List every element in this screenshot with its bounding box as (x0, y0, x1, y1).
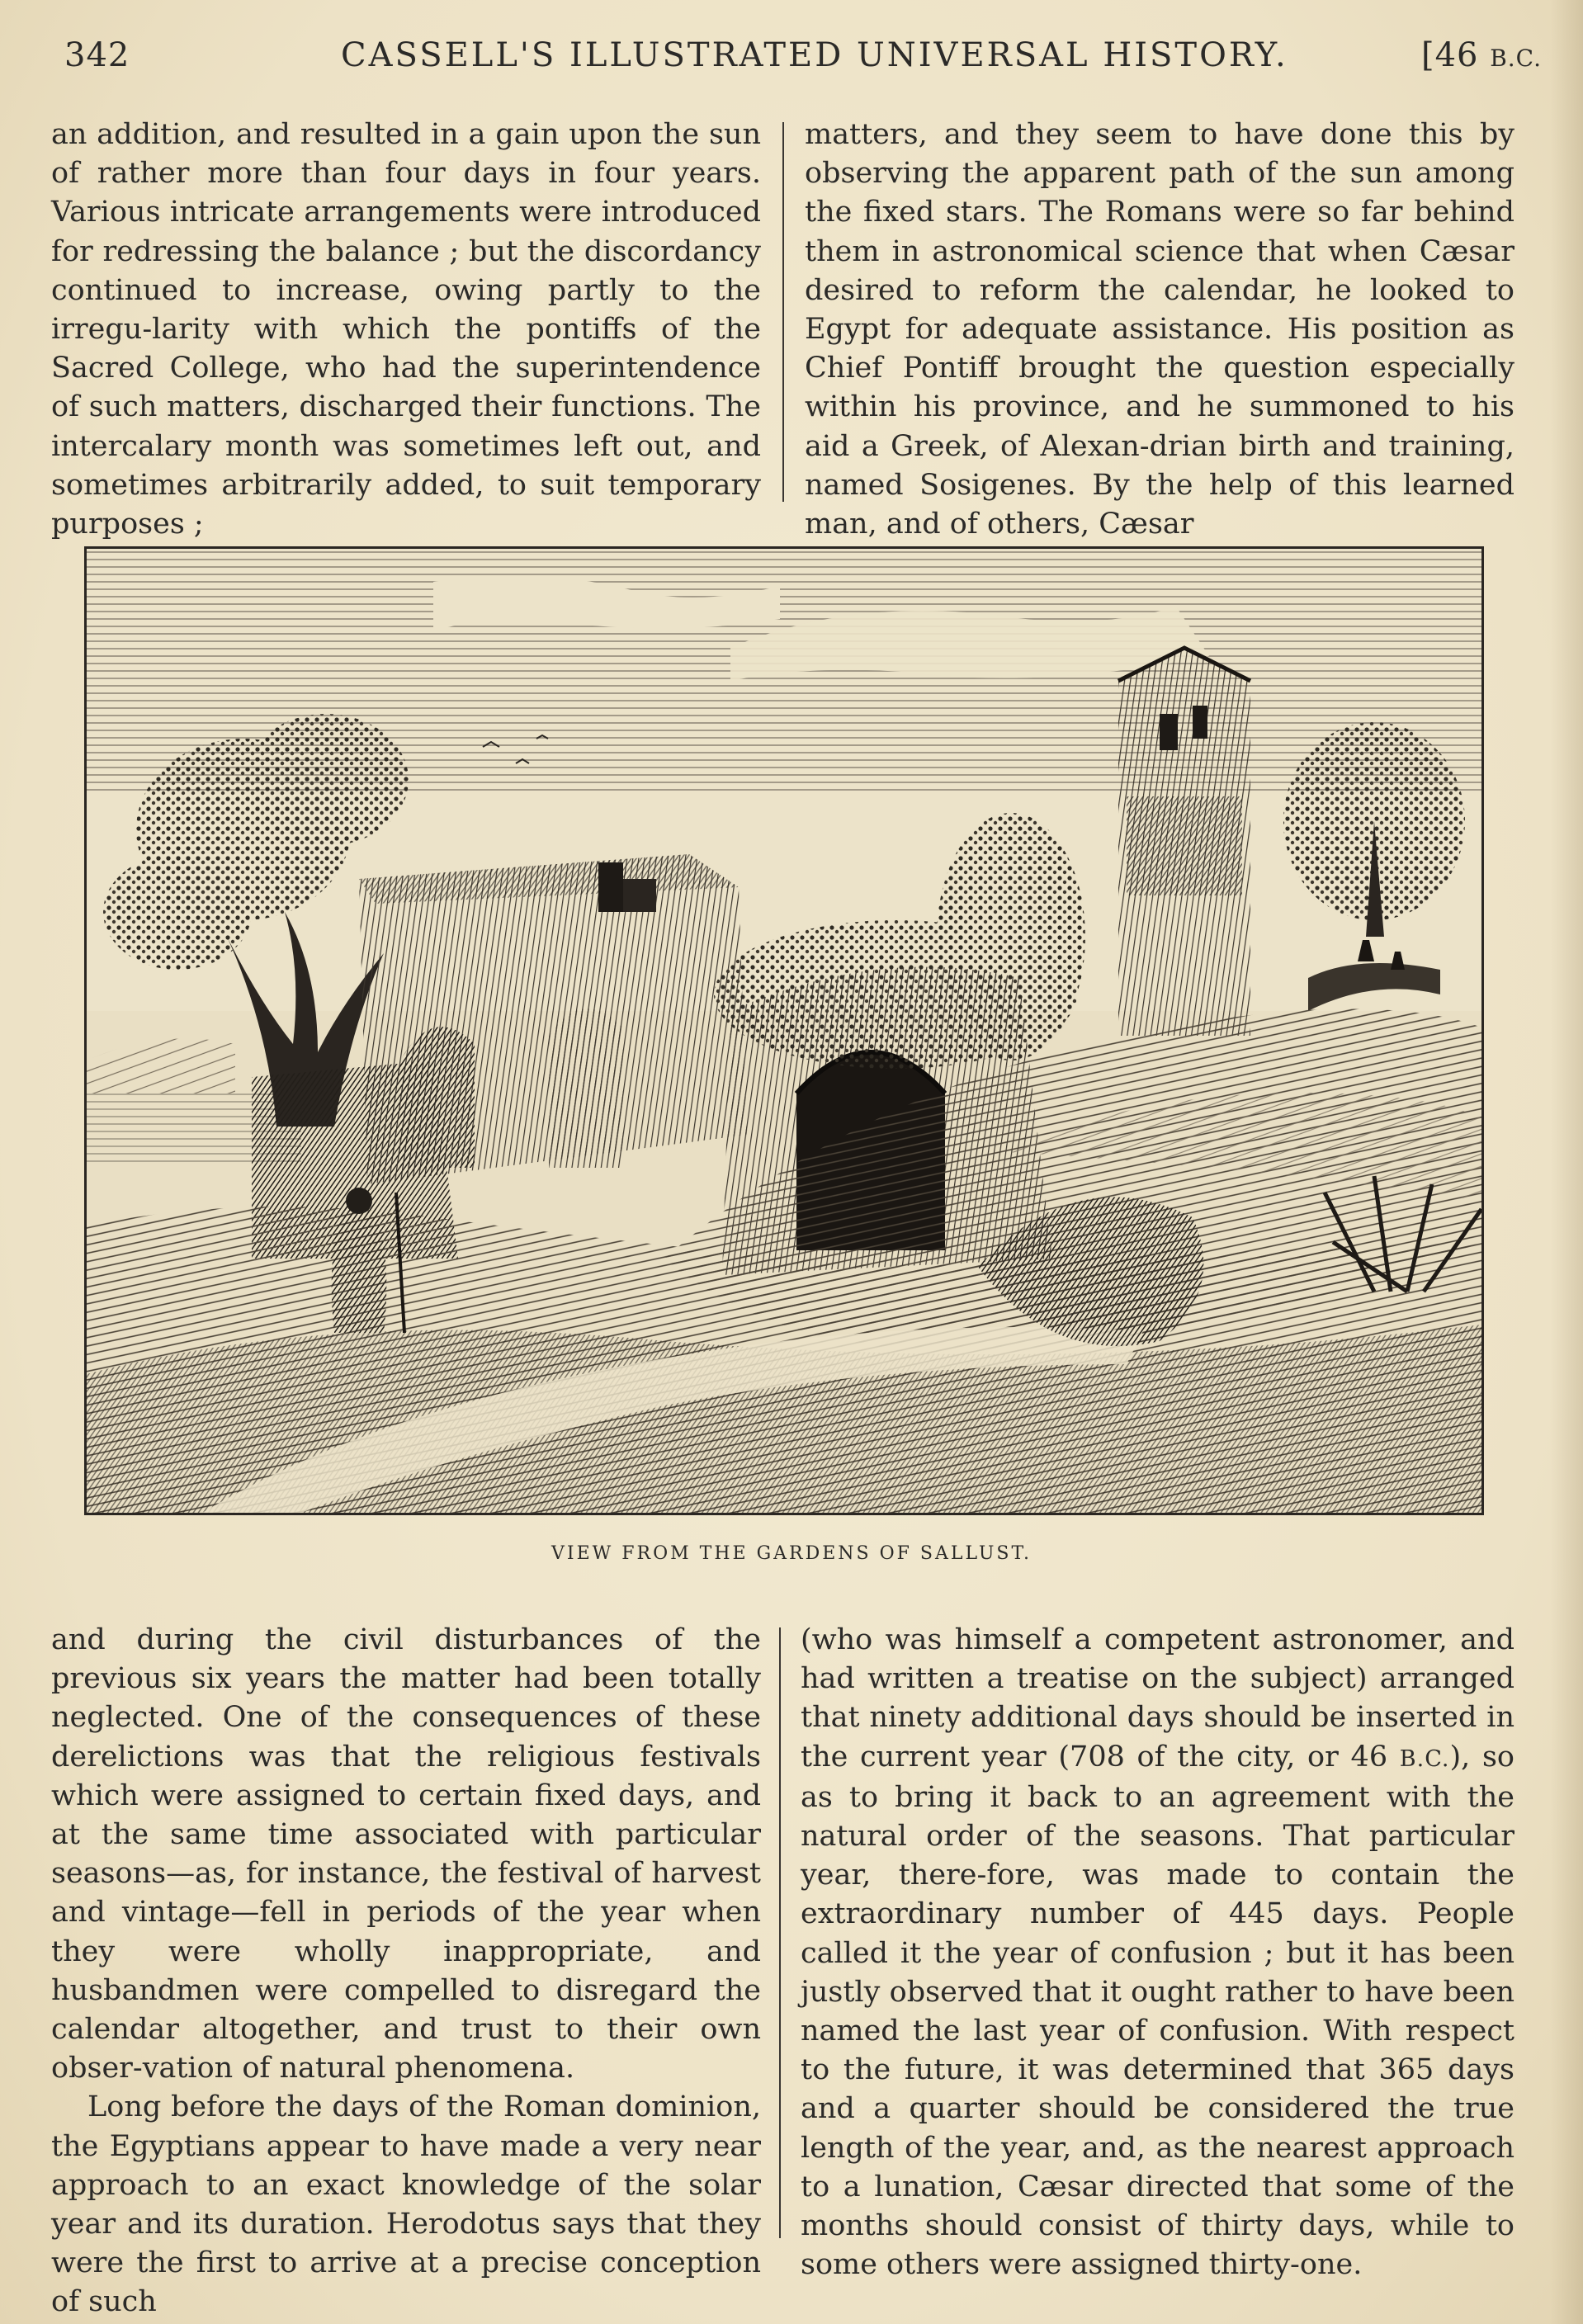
paragraph: an addition, and resulted in a gain upon the sun of rather more than four days in four years. Various intricate arrangements were introduced for redressing the balance ; but the discordancy continued to increase, owing partly to the irregu-larity with which the pontiffs of the Sacred College, who had the superintendence of such matters, discharged their functions. The intercalary month was sometimes left out, and sometimes arbitrarily added, to suit temporary purposes ; (51, 118, 761, 541)
figure-caption: VIEW FROM THE GARDENS OF SALLUST. (551, 1543, 1032, 1564)
column-rule-bottom (779, 1627, 781, 2238)
column-rule-top (782, 122, 784, 502)
paragraph: matters, and they seem to have done this by observing the apparent path of the sun among the fixed stars. The Romans were so far behind them in astronomical science that when Cæsar desired to reform the calendar, he looked to Egypt for adequate assistance. His position as Chief Pontiff brought the question especially within his province, and he summoned to his aid a Greek, of Alexan-drian birth and training, named Sosigenes. By the help of this learned man, and of others, Cæsar (805, 118, 1514, 541)
page-number: 342 (64, 36, 130, 74)
running-date (1421, 36, 1542, 74)
column-top-right (805, 116, 1514, 544)
column-bottom-left (51, 1621, 761, 2322)
running-title: CASSELL'S ILLUSTRATED UNIVERSAL HISTORY. (341, 36, 1288, 74)
date-prefix: [46 (1420, 36, 1491, 74)
date-suffix: B.C. (1490, 45, 1542, 72)
paragraph (801, 1621, 1514, 2284)
text-run: ), so as to bring it back to an agreement with the natural order of the seasons. That particular year, there-fore, was made to contain the extraordinary number of 445 days. People called it the year of confusion ; but it has been justly observed that it ought rather to have been named the last year of confusion. With respect to the future, it was determined that 365 days and a quarter should be considered the true length of the year, and, as the nearest approach to a lunation, Cæsar directed that some of the months should consist of thirty days, while to some others were assigned thirty-one. (801, 1740, 1514, 2282)
paragraph: Long before the days of the Roman dominion, the Egyptians appear to have made a very near approach to an exact knowledge of the solar year and its duration. Herodotus says that they were the first to arrive at a precise conception of such (51, 2090, 761, 2319)
engraving-illustration (84, 546, 1484, 1515)
running-head (64, 36, 1542, 86)
paragraph: and during the civil disturbances of the previous six years the matter had been totally neglected. One of the consequences of these derelictions was that the religious festivals which were assigned to certain fixed days, and at the same time associated with particular seasons—as, for instance, the festival of harvest and vintage—fell in periods of the year when they were wholly inappropriate, and husbandmen were compelled to disregard the calendar altogether, and trust to their own obser-vation of natural phenomena. (51, 1623, 761, 2085)
column-top-left (51, 116, 761, 544)
column-bottom-right (801, 1621, 1514, 2284)
text-run: (who was himself a competent astronomer, and had written a treatise on the subject) arranged that ninety additional days should be inserted in the current year (708 of the city, or 46 (801, 1623, 1514, 1774)
text-run-smallcaps: B.C. (1399, 1745, 1450, 1772)
page-edge-shadow (1550, 0, 1583, 2324)
engraving-drawing (87, 549, 1481, 1513)
